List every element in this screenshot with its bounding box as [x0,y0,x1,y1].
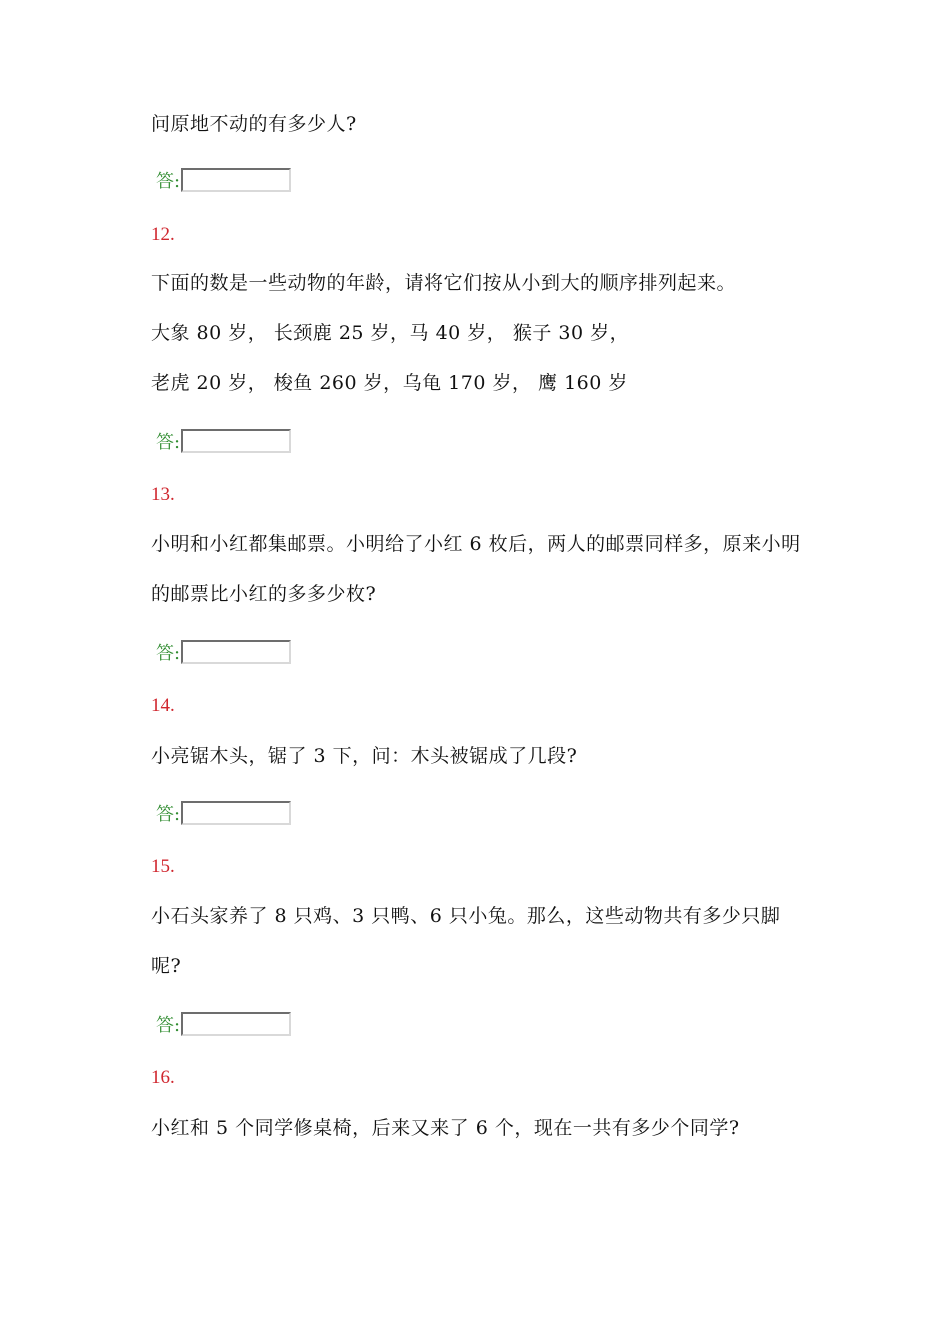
answer-row [156,795,291,825]
question-text-line: 的邮票比小红的多多少枚? [151,583,377,605]
answer-label: 答: [156,1015,181,1036]
question-text-line: 问原地不动的有多少人? [151,113,357,135]
question-text-line: 小红和 5 个同学修桌椅，后来又来了 6 个，现在一共有多少个同学? [151,1117,740,1139]
question-text-line: 小明和小红都集邮票。小明给了小红 6 枚后，两人的邮票同样多，原来小明 [151,533,801,555]
question-number: 16. [151,1067,175,1088]
answer-label: 答: [156,432,181,453]
answer-row [156,1006,291,1036]
question-text-line: 呢? [151,955,182,977]
answer-input[interactable] [181,1012,291,1036]
question-text-line: 小石头家养了 8 只鸡、3 只鸭、6 只小兔。那么，这些动物共有多少只脚 [151,905,781,927]
question-text-line: 小亮锯木头，锯了 3 下，问：木头被锯成了几段? [151,745,578,767]
answer-input[interactable] [181,168,291,192]
question-number: 14. [151,695,175,716]
answer-row [156,162,291,192]
answer-row [156,423,291,453]
question-number: 15. [151,856,175,877]
answer-input[interactable] [181,429,291,453]
answer-input[interactable] [181,801,291,825]
question-number: 13. [151,484,175,505]
answer-label: 答: [156,171,181,192]
answer-row [156,634,291,664]
answer-label: 答: [156,804,181,825]
answer-label: 答: [156,643,181,664]
question-text-line: 下面的数是一些动物的年龄，请将它们按从小到大的顺序排列起来。 [151,272,737,294]
question-number: 12. [151,224,175,245]
question-text-line: 大象 80 岁， 长颈鹿 25 岁，马 40 岁， 猴子 30 岁， [151,322,630,344]
question-text-line: 老虎 20 岁， 梭鱼 260 岁，乌龟 170 岁， 鹰 160 岁 [151,372,628,394]
answer-input[interactable] [181,640,291,664]
